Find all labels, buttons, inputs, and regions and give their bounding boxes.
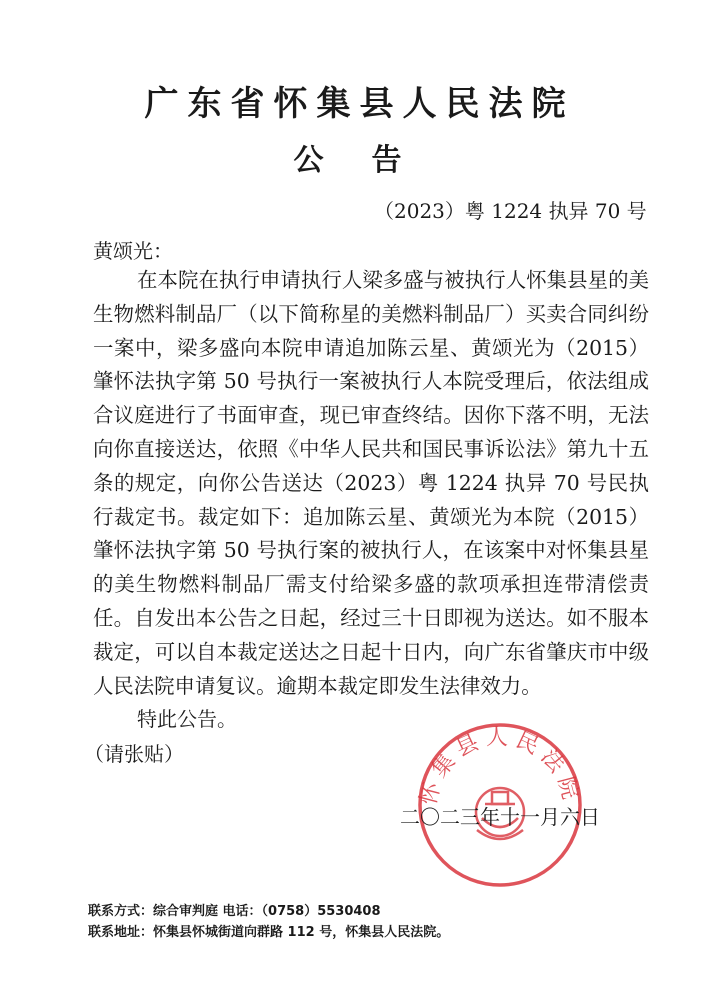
- footer-contact: 联系方式：综合审判庭 电话：（0758）5530408: [88, 904, 381, 919]
- document-type-heading: 公告: [293, 143, 450, 178]
- closing-phrase: 特此公告。: [137, 707, 237, 731]
- footer-address: 联系地址：怀集县怀城街道向群路 112 号，怀集县人民法院。: [88, 925, 450, 940]
- issue-date: 二〇二三年十一月六日: [400, 805, 600, 829]
- case-number: （2023）粤 1224 执异 70 号: [374, 199, 647, 223]
- court-title: 广东省怀集县人民法院: [144, 84, 575, 124]
- svg-text:怀集县人民法院: 怀集县人民法院: [416, 725, 584, 808]
- posting-note: （请张贴）: [84, 742, 184, 766]
- salutation: 黄颂光：: [93, 239, 173, 263]
- notice-body: 在本院在执行申请执行人梁多盛与被执行人怀集县星的美生物燃料制品厂（以下简称星的美燃料制品厂）买卖合同纠纷一案中，梁多盛向本院申请追加陈云星、黄颂光为（2015）肇怀法执字第 50 号执行一案被执行人本院受理后，依法组成合议庭进行了书面审查，现已审查终结。因你下落不明，无法向你直接送达，依照《中华人民共和国民事诉讼法》第九十五条的规定，向你公告送达（2023）粤 1224 执异 70 号民执行裁定书。裁定如下：追加陈云星、黄颂光为本院（2015）肇怀法执字第 50 号执行案的被执行人，在该案中对怀集县星的美生物燃料制品厂需支付给梁多盛的款项承担连带清偿责任。自发出本公告之日起，经过三十日即视为送达。如不服本裁定，可以自本裁定送达之日起十日内，向广东省肇庆市中级人民法院申请复议。逾期本裁定即发生法律效力。: [93, 268, 649, 698]
